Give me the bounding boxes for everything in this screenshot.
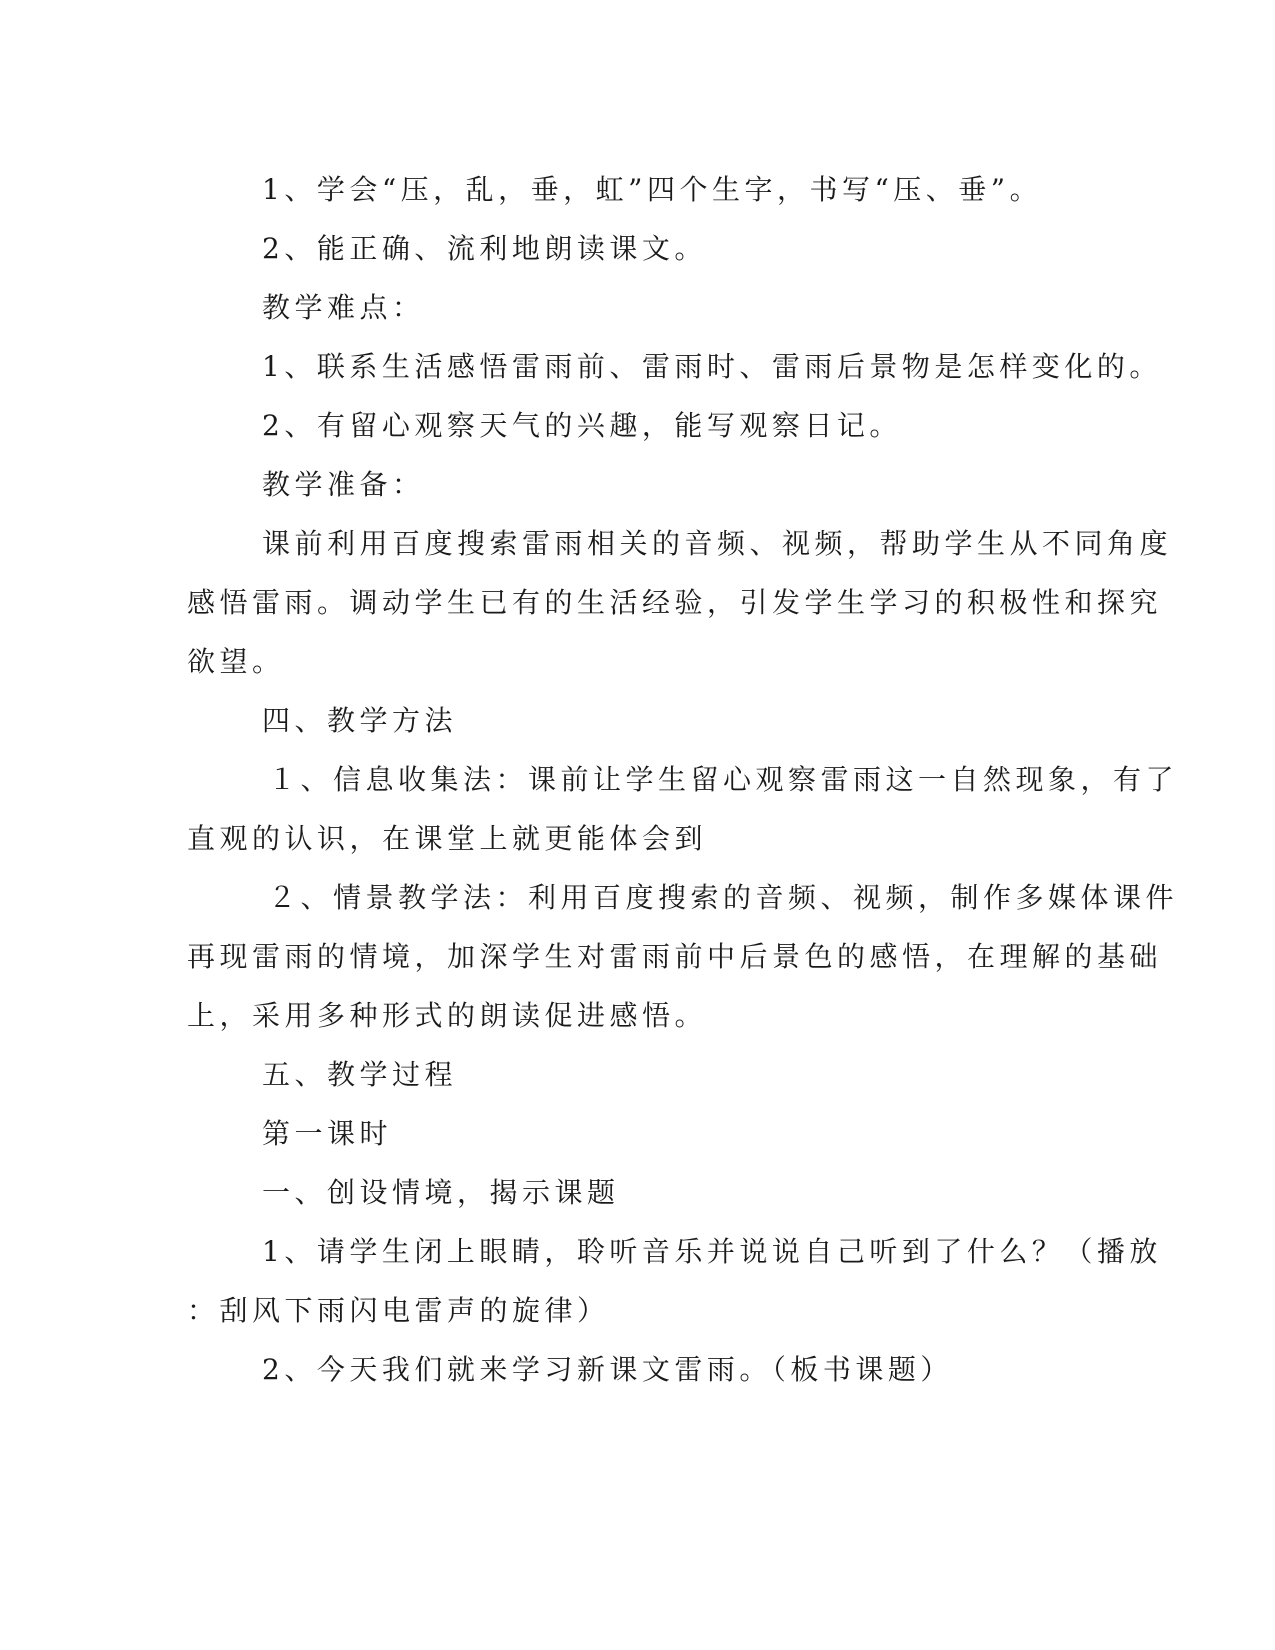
step-2-line: 2、今天我们就来学习新课文雷雨。（板书课题） [262, 1353, 953, 1386]
section-heading-process: 五、教学过程 [262, 1058, 458, 1091]
preparation-paragraph-line-2: 感悟雷雨。调动学生已有的生活经验，引发学生学习的积极性和探究 [187, 586, 1163, 619]
section-heading-preparation: 教学准备： [262, 468, 425, 501]
method-2-line-3: 上，采用多种形式的朗读促进感悟。 [187, 999, 708, 1032]
section-heading-difficulties: 教学难点： [262, 291, 425, 324]
preparation-paragraph-line-1: 课前利用百度搜索雷雨相关的音频、视频，帮助学生从不同角度 [262, 527, 1173, 560]
objective-line-2: 2、能正确、流利地朗读课文。 [262, 232, 707, 265]
difficulty-line-2: 2、有留心观察天气的兴趣，能写观察日记。 [262, 409, 902, 442]
method-2-line-1: ２、情景教学法：利用百度搜索的音频、视频，制作多媒体课件 [268, 881, 1179, 914]
difficulty-line-1: 1、联系生活感悟雷雨前、雷雨时、雷雨后景物是怎样变化的。 [262, 350, 1162, 383]
method-2-line-2: 再现雷雨的情境，加深学生对雷雨前中后景色的感悟，在理解的基础 [187, 940, 1163, 973]
method-1-line-2: 直观的认识，在课堂上就更能体会到 [187, 822, 708, 855]
preparation-paragraph-line-3: 欲望。 [187, 645, 285, 678]
objective-line-1: 1、学会“压，乱，垂，虹”四个生字，书写“压、垂”。 [262, 173, 1043, 206]
step-heading-1: 一、创设情境，揭示课题 [262, 1176, 620, 1209]
step-1-line-1: 1、请学生闭上眼睛，聆听音乐并说说自己听到了什么？（播放 [262, 1235, 1162, 1268]
subheading-first-lesson: 第一课时 [262, 1117, 393, 1150]
method-1-line-1: １、信息收集法：课前让学生留心观察雷雨这一自然现象，有了 [268, 763, 1179, 796]
section-heading-methods: 四、教学方法 [262, 704, 458, 737]
step-1-line-2: ：刮风下雨闪电雷声的旋律） [187, 1294, 610, 1327]
